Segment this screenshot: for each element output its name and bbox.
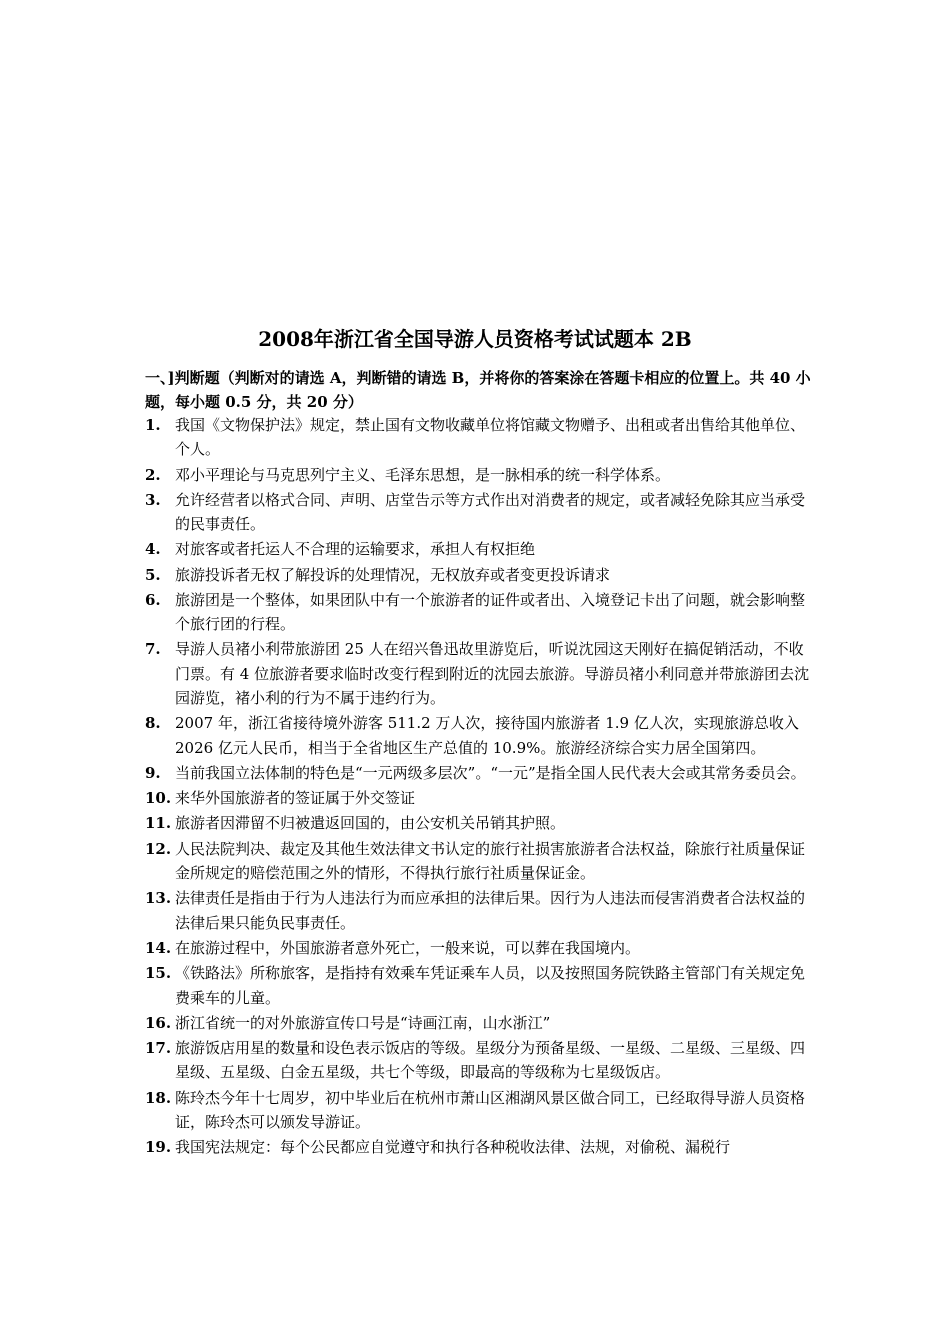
question-text: 人民法院判决、裁定及其他生效法律文书认定的旅行社损害旅游者合法权益，除旅行社质量保证金所规定的赔偿范围之外的情形，不得执行旅行社质量保证金。 <box>175 839 806 883</box>
question-number: 4. <box>145 540 161 559</box>
question-text: 浙江省统一的对外旅游宣传口号是“诗画江南，山水浙江” <box>175 1013 551 1032</box>
question-number: 12. <box>145 839 172 858</box>
question-text: 当前我国立法体制的特色是“一元两级多层次”。“一元”是指全国人民代表大会或其常务委员会。 <box>175 764 806 783</box>
question-number: 14. <box>145 938 172 957</box>
question-number: 16. <box>145 1013 172 1032</box>
question-item <box>145 1086 810 1135</box>
question-text: 法律责任是指由于行为人违法行为而应承担的法律后果。因行为人违法而侵害消费者合法权益的法律后果只能负民事责任。 <box>175 889 806 932</box>
question-list <box>145 413 810 1160</box>
question-text: 2007 年，浙江省接待境外游客 511.2 万人次，接待国内旅游者 1.9 亿人次，实现旅游总收入 2026 亿元人民币，相当于全省地区生产总值的 10.9%。旅游经济综合实力居全国第四。 <box>175 714 799 757</box>
question-text: 来华外国旅游者的签证属于外交签证 <box>175 789 416 808</box>
question-item <box>145 563 810 587</box>
question-number: 2. <box>145 465 161 484</box>
question-text: 旅游投诉者无权了解投诉的处理情况，无权放弃或者变更投诉请求 <box>175 565 611 584</box>
question-number: 15. <box>145 964 172 983</box>
question-item <box>145 761 810 785</box>
question-text: 我国《文物保护法》规定，禁止国有文物收藏单位将馆藏文物赠予、出租或者出售给其他单位、个人。 <box>175 416 806 459</box>
question-number: 13. <box>145 889 172 908</box>
question-text: 对旅客或者托运人不合理的运输要求，承担人有权拒绝 <box>175 540 536 559</box>
question-item <box>145 961 810 1010</box>
question-text: 导游人员褚小利带旅游团 25 人在绍兴鲁迅故里游览后，听说沈园这天刚好在搞促销活动，不收门票。有 4 位旅游者要求临时改变行程到附近的沈园去旅游。导游员褚小利同意并带旅游团去沈园游览，褚小利的行为不属于违约行为。 <box>175 640 810 708</box>
question-item <box>145 1011 810 1035</box>
question-number: 3. <box>145 490 161 509</box>
question-text: 我国宪法规定：每个公民都应自觉遵守和执行各种税收法律、法规，对偷税、漏税行 <box>175 1138 731 1157</box>
question-item <box>145 811 810 835</box>
question-number: 19. <box>145 1138 172 1157</box>
question-text: 在旅游过程中，外国旅游者意外死亡，一般来说，可以葬在我国境内。 <box>175 938 641 957</box>
question-item <box>145 786 810 810</box>
question-number: 11. <box>145 814 172 833</box>
question-text: 允许经营者以格式合同、声明、店堂告示等方式作出对消费者的规定，或者减轻免除其应当承受的民事责任。 <box>175 490 806 534</box>
question-item <box>145 463 810 487</box>
section-heading: 一、]判断题（判断对的请选 A，判断错的请选 B，并将你的答案涂在答题卡相应的位置上。共 40 小题，每小题 0.5 分，共 20 分） <box>145 369 811 411</box>
question-item <box>145 588 810 637</box>
question-number: 7. <box>145 640 161 659</box>
question-number: 6. <box>145 590 161 609</box>
question-number: 18. <box>145 1088 172 1107</box>
question-item <box>145 1135 810 1159</box>
question-number: 1. <box>145 416 161 434</box>
question-item <box>145 1036 810 1085</box>
question-item <box>145 711 810 760</box>
question-item <box>145 886 810 935</box>
question-text: 《铁路法》所称旅客，是指持有效乘车凭证乘车人员，以及按照国务院铁路主管部门有关规定免费乘车的儿童。 <box>175 964 806 1007</box>
question-text: 陈玲杰今年十七周岁，初中毕业后在杭州市萧山区湘湖风景区做合同工，已经取得导游人员资格证，陈玲杰可以颁发导游证。 <box>175 1088 806 1131</box>
question-item <box>145 936 810 960</box>
question-text: 旅游团是一个整体，如果团队中有一个旅游者的证件或者出、入境登记卡出了问题，就会影响整个旅行团的行程。 <box>175 590 806 634</box>
question-number: 10. <box>145 789 172 808</box>
question-text: 邓小平理论与马克思列宁主义、毛泽东思想，是一脉相承的统一科学体系。 <box>175 465 671 484</box>
question-number: 5. <box>145 565 161 584</box>
question-item <box>145 637 810 710</box>
question-number: 9. <box>145 764 161 783</box>
question-number: 8. <box>145 714 161 733</box>
question-text: 旅游者因滞留不归被遣返回国的，由公安机关吊销其护照。 <box>175 814 566 833</box>
question-number: 17. <box>145 1038 172 1057</box>
question-item <box>145 537 810 561</box>
question-item <box>145 837 810 886</box>
question-text: 旅游饭店用星的数量和设色表示饭店的等级。星级分为预备星级、一星级、二星级、三星级、四星级、五星级、白金五星级，共七个等级，即最高的等级称为七星级饭店。 <box>175 1038 806 1082</box>
question-item <box>145 413 810 462</box>
document-title: 2008年浙江省全国导游人员资格考试试题本 2B <box>258 327 692 351</box>
question-item <box>145 488 810 537</box>
